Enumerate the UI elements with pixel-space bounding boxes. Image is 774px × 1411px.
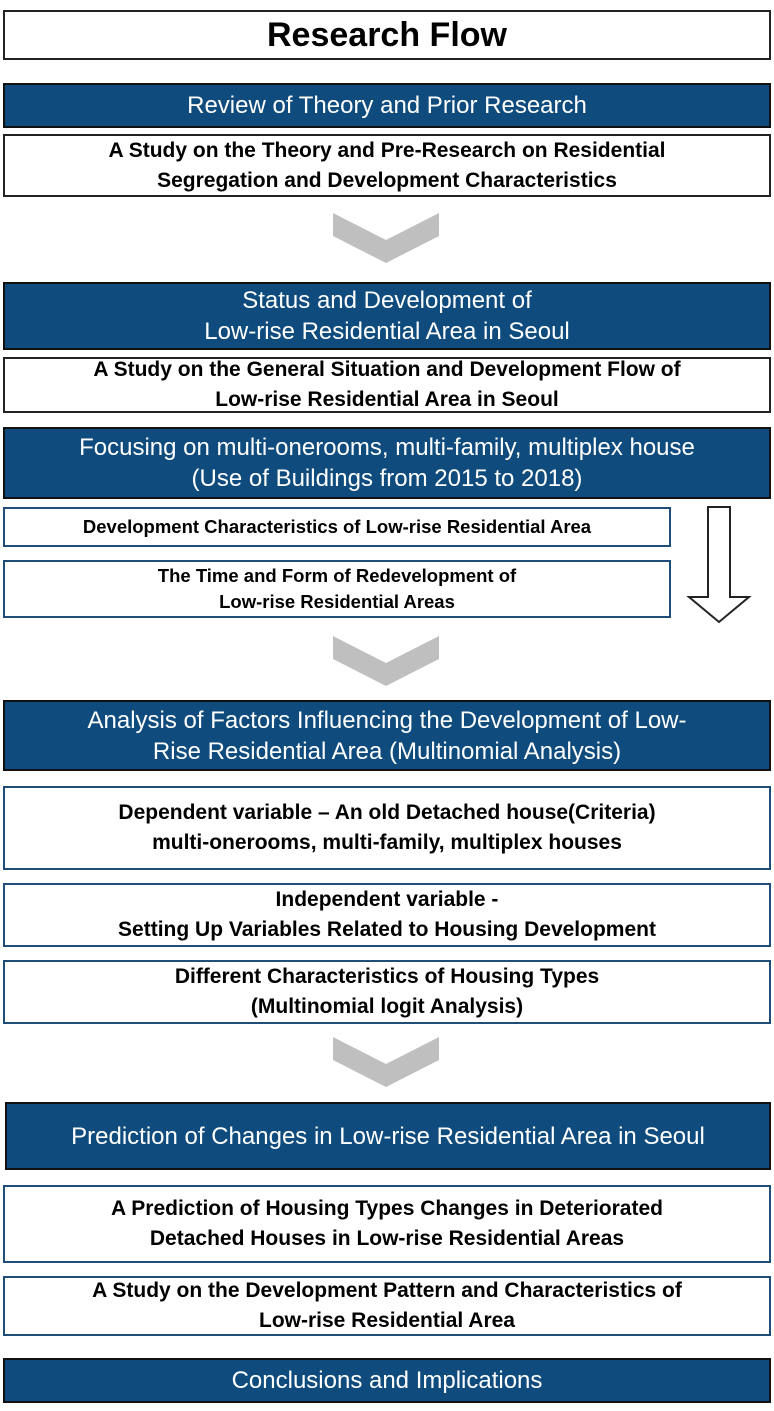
flow-chevron-3 — [330, 1034, 442, 1090]
stage-header-review: Review of Theory and Prior Research — [3, 83, 771, 128]
page-title: Research Flow — [3, 10, 771, 60]
stage-header-prediction: Prediction of Changes in Low-rise Residential Area in Seoul — [5, 1102, 771, 1170]
stage-focus-status: Focusing on multi-onerooms, multi-family, multiplex house (Use of Buildings from 2015 to 2018) — [3, 427, 771, 499]
down-arrow-icon — [686, 505, 752, 625]
flow-chevron-2 — [330, 633, 442, 689]
stage-sub-review: A Study on the Theory and Pre-Research on Residential Segregation and Development Characteristics — [3, 134, 771, 197]
stage-header-conclusion: Conclusions and Implications — [3, 1358, 771, 1403]
prediction-item-housing-types: A Prediction of Housing Types Changes in Deteriorated Detached Houses in Low-rise Residential Areas — [3, 1185, 771, 1263]
analysis-item-dependent: Dependent variable – An old Detached house(Criteria) multi-onerooms, multi-family, multiplex houses — [3, 786, 771, 870]
status-item-redevelopment: The Time and Form of Redevelopment of Low-rise Residential Areas — [3, 560, 671, 618]
stage-header-analysis: Analysis of Factors Influencing the Development of Low- Rise Residential Area (Multinomial Analysis) — [3, 700, 771, 771]
stage-sub-status: A Study on the General Situation and Development Flow of Low-rise Residential Area in Seoul — [3, 357, 771, 413]
analysis-item-independent: Independent variable - Setting Up Variables Related to Housing Development — [3, 883, 771, 947]
prediction-item-development-pattern: A Study on the Development Pattern and Characteristics of Low-rise Residential Area — [3, 1276, 771, 1336]
flow-chevron-1 — [330, 210, 442, 266]
status-item-development: Development Characteristics of Low-rise Residential Area — [3, 507, 671, 547]
analysis-item-characteristics: Different Characteristics of Housing Types (Multinomial logit Analysis) — [3, 960, 771, 1024]
stage-header-status: Status and Development of Low-rise Residential Area in Seoul — [3, 282, 771, 350]
